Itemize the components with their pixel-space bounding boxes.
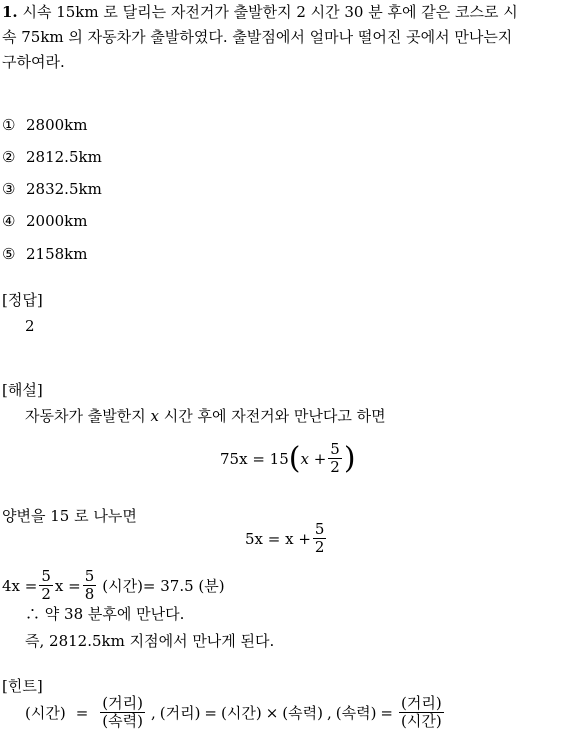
explanation-intro <box>25 406 386 426</box>
eq1-left: 75x = 15 <box>220 449 289 468</box>
eq3-f2-numerator: 5 <box>84 567 95 585</box>
choice-3-text: 2832.5km <box>26 180 102 198</box>
hint-speed-2: (속력) <box>282 703 323 722</box>
conclusion-line: 즉, 2812.5km 지점에서 만나게 된다. <box>25 632 275 650</box>
equation-1 <box>220 441 356 476</box>
hint-eq-1: = <box>75 703 89 722</box>
choice-4[interactable] <box>2 211 88 231</box>
hint-f2-denominator: (시간) <box>401 712 442 730</box>
choice-4-text: 2000km <box>26 212 88 230</box>
hint-comma-2: , <box>326 703 332 722</box>
eq2-left: 5x = x + <box>245 529 311 548</box>
choice-3[interactable] <box>2 179 102 199</box>
hint-formulas <box>25 695 446 730</box>
hint-f1-numerator: (거리) <box>102 694 143 712</box>
choice-1[interactable] <box>2 115 88 135</box>
choice-3-mark: ③ <box>2 180 16 198</box>
hint-time-1: (시간) <box>25 703 66 722</box>
intro-text-b: 시간 후에 자전거와 만난다고 하면 <box>158 407 386 425</box>
hint-fraction-2 <box>399 695 444 730</box>
problem-number: 1. <box>2 3 18 21</box>
choice-4-mark: ④ <box>2 212 16 230</box>
hint-eq-2: = <box>204 703 217 722</box>
eq1-fraction <box>328 441 342 476</box>
hint-time-2: (시간) <box>221 703 262 722</box>
choice-5-text: 2158km <box>26 245 88 263</box>
equation-3 <box>2 568 225 603</box>
eq3-middle: x = <box>54 576 81 595</box>
eq1-denominator: 2 <box>330 458 340 476</box>
hint-comma-1: , <box>150 703 156 722</box>
hint-fraction-1 <box>100 695 145 730</box>
eq3-fraction-1 <box>39 568 53 603</box>
choice-5-mark: ⑤ <box>2 245 16 263</box>
intro-text-a: 자동차가 출발한지 <box>25 407 151 425</box>
hint-f1-denominator: (속력) <box>102 712 143 730</box>
eq1-open-paren: ( <box>288 440 301 476</box>
eq3-right: (시간)= 37.5 (분) <box>102 576 225 595</box>
eq3-f1-denominator: 2 <box>41 585 51 603</box>
choice-2-text: 2812.5km <box>26 148 102 166</box>
hint-times: × <box>265 703 279 722</box>
eq1-close-paren: ) <box>343 440 356 476</box>
hint-f2-numerator: (거리) <box>401 694 442 712</box>
problem-text-1: 시속 15km 로 달리는 자전거가 출발한지 2 시간 30 분 후에 같은 코스로 시 <box>22 3 518 21</box>
intro-variable: x <box>150 407 159 425</box>
equation-2 <box>245 521 328 556</box>
choice-2-mark: ② <box>2 148 16 166</box>
eq3-f2-denominator: 8 <box>84 585 95 603</box>
eq3-fraction-2 <box>83 568 97 603</box>
eq2-fraction <box>313 521 327 556</box>
eq2-denominator: 2 <box>314 538 325 556</box>
choice-2[interactable] <box>2 147 102 167</box>
problem-line-3: 구하여라. <box>2 53 65 71</box>
answer-value: 2 <box>25 317 35 335</box>
eq1-x: x + <box>300 449 327 468</box>
hint-speed-3: (속력) <box>335 703 377 722</box>
choice-1-mark: ① <box>2 116 16 134</box>
choice-1-text: 2800km <box>26 116 88 134</box>
hint-dist-2: (거리) <box>159 703 201 722</box>
therefore-line: ∴ 약 38 분후에 만난다. <box>25 605 185 623</box>
answer-label: [정답] <box>2 291 43 309</box>
explanation-label: [해설] <box>2 381 43 399</box>
eq2-numerator: 5 <box>314 520 325 538</box>
eq1-numerator: 5 <box>330 440 340 458</box>
divide-text: 양변을 15 로 나누면 <box>2 507 137 525</box>
hint-eq-3: = <box>380 703 393 722</box>
problem-line-1 <box>2 2 518 22</box>
eq3-left: 4x = <box>2 576 38 595</box>
problem-line-2: 속 75km 의 자동차가 출발하였다. 출발점에서 얼마나 떨어진 곳에서 만나는지 <box>2 28 513 46</box>
choice-5[interactable] <box>2 244 88 264</box>
hint-label: [힌트] <box>2 677 43 695</box>
eq3-f1-numerator: 5 <box>41 567 51 585</box>
